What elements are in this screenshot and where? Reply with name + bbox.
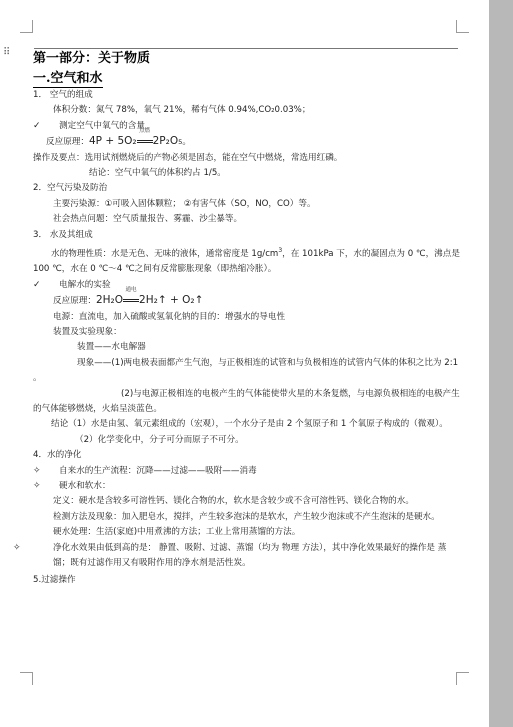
device-line: 装置——水电解器 bbox=[77, 342, 146, 353]
phosphorus-equation: 反应原理：4P + 5O₂ 点燃 2P₂O₅。 bbox=[46, 128, 191, 148]
air-composition: 体积分数：氮气 78%，氧气 21%，稀有气体 0.94%,CO₂0.03%； bbox=[53, 105, 311, 116]
margin-corner-top-left bbox=[20, 20, 33, 33]
conclusion-1: 结论（1）水是由氢、氧元素组成的（宏观），一个水分子是由 2 个氢原子和 1 个氧原子构成的（微观）。 bbox=[51, 419, 448, 430]
phenomenon-1: 现象——(1)两电极表面都产生气泡，与正极相连的试管和与负极相连的试管内气体的体积之比为 2:1 。 bbox=[33, 357, 459, 384]
conclusion-2: （2）化学变化中，分子可分而原子不可分。 bbox=[75, 434, 244, 445]
hard-soft-water: ✧ 硬水和软水： bbox=[33, 479, 461, 494]
operation-points: 操作及要点：选用试剂燃烧后的产物必须是固态，能在空气中燃烧，常选用红磷。 bbox=[33, 152, 343, 163]
vertical-scrollbar[interactable] bbox=[489, 0, 513, 727]
diamond-bullet-icon: ✧ bbox=[13, 542, 21, 553]
tap-water-process: ✧ 自来水的生产流程：沉降——过滤——吸附——消毒 bbox=[33, 464, 461, 479]
purification-order: ✧ 净化水效果由低到高的是： 静置、吸附、过滤、蒸馏（均为 物理 方法），其中净化效果最好的操作是 蒸馏；既有过滤作用又有吸附作用的净水剂是活性炭。 bbox=[13, 542, 447, 569]
detection-method: 检测方法及现象：加入肥皂水，搅拌，产生较多泡沫的是软水，产生较少泡沫或不产生泡沫的是硬水。 bbox=[53, 511, 440, 522]
diamond-bullet-icon: ✧ bbox=[33, 481, 41, 492]
document-body bbox=[13, 51, 461, 589]
hard-water-definition: 定义：硬水是含较多可溶性钙、镁化合物的水，软水是含较少或不含可溶性钙、镁化合物的水。 bbox=[53, 496, 414, 507]
section-3-heading: 3． 水及其组成 bbox=[33, 229, 93, 240]
chapter-title: 一.空气和水 bbox=[33, 71, 103, 86]
checkmark-icon: ✓ bbox=[33, 120, 41, 131]
apparatus-label: 装置及实验现象： bbox=[53, 326, 122, 337]
electrolysis-item: ✓ 电解水的实验 bbox=[33, 278, 461, 293]
table-move-handle-icon[interactable]: ⠿ bbox=[3, 47, 10, 58]
power-source: 电源：直流电，加入硫酸或氢氧化钠的目的：增强水的导电性 bbox=[53, 311, 286, 322]
margin-corner-top-right bbox=[456, 20, 469, 33]
checkmark-icon: ✓ bbox=[33, 279, 41, 290]
section-5-heading: 5.过滤操作 bbox=[33, 575, 76, 586]
margin-corner-bottom-right bbox=[456, 672, 469, 685]
section-1-heading: 1． 空气的组成 bbox=[33, 90, 93, 100]
margin-corner-bottom-left bbox=[20, 672, 33, 685]
oxygen-experiment-item: ✓ 测定空气中氧气的含量 bbox=[33, 119, 461, 134]
oxygen-conclusion: 结论：空气中氧气的体积约占 1/5。 bbox=[89, 168, 226, 179]
section-4-heading: 4．水的净化 bbox=[33, 450, 82, 461]
electrolysis-equation: 反应原理：2H₂O 通电 2H₂↑ + O₂↑ bbox=[53, 287, 204, 307]
part-title: 第一部分：关于物质 bbox=[33, 51, 151, 66]
hot-issues: 社会热点问题：空气质量报告、雾霾、沙尘暴等。 bbox=[53, 214, 243, 225]
diamond-bullet-icon: ✧ bbox=[33, 465, 41, 476]
pollution-sources: 主要污染源：①可吸入固体颗粒； ②有害气体（SO，NO，CO）等。 bbox=[53, 198, 316, 209]
phenomenon-2: (2)与电源正极相连的电极产生的气体能使带火星的木条复燃，与电源负极相连的电极产生的气体能够燃烧，火焰呈淡蓝色。 bbox=[33, 388, 460, 414]
hard-water-treatment: 硬水处理：生活(家庭)中用煮沸的方法；工业上常用蒸馏的方法。 bbox=[53, 527, 301, 538]
section-2-heading: 2．空气污染及防治 bbox=[33, 183, 108, 194]
header-rule bbox=[34, 48, 458, 49]
water-physical-properties: 水的物理性质：水是无色、无味的液体，通常密度是 $1g/cm^3$，在 101kPa 下，水的凝固点为 0 ℃，沸点是 100 ℃，水在 0 ℃～4 ℃之间有反常膨胀现象（即热缩冷胀）。 bbox=[33, 247, 460, 275]
